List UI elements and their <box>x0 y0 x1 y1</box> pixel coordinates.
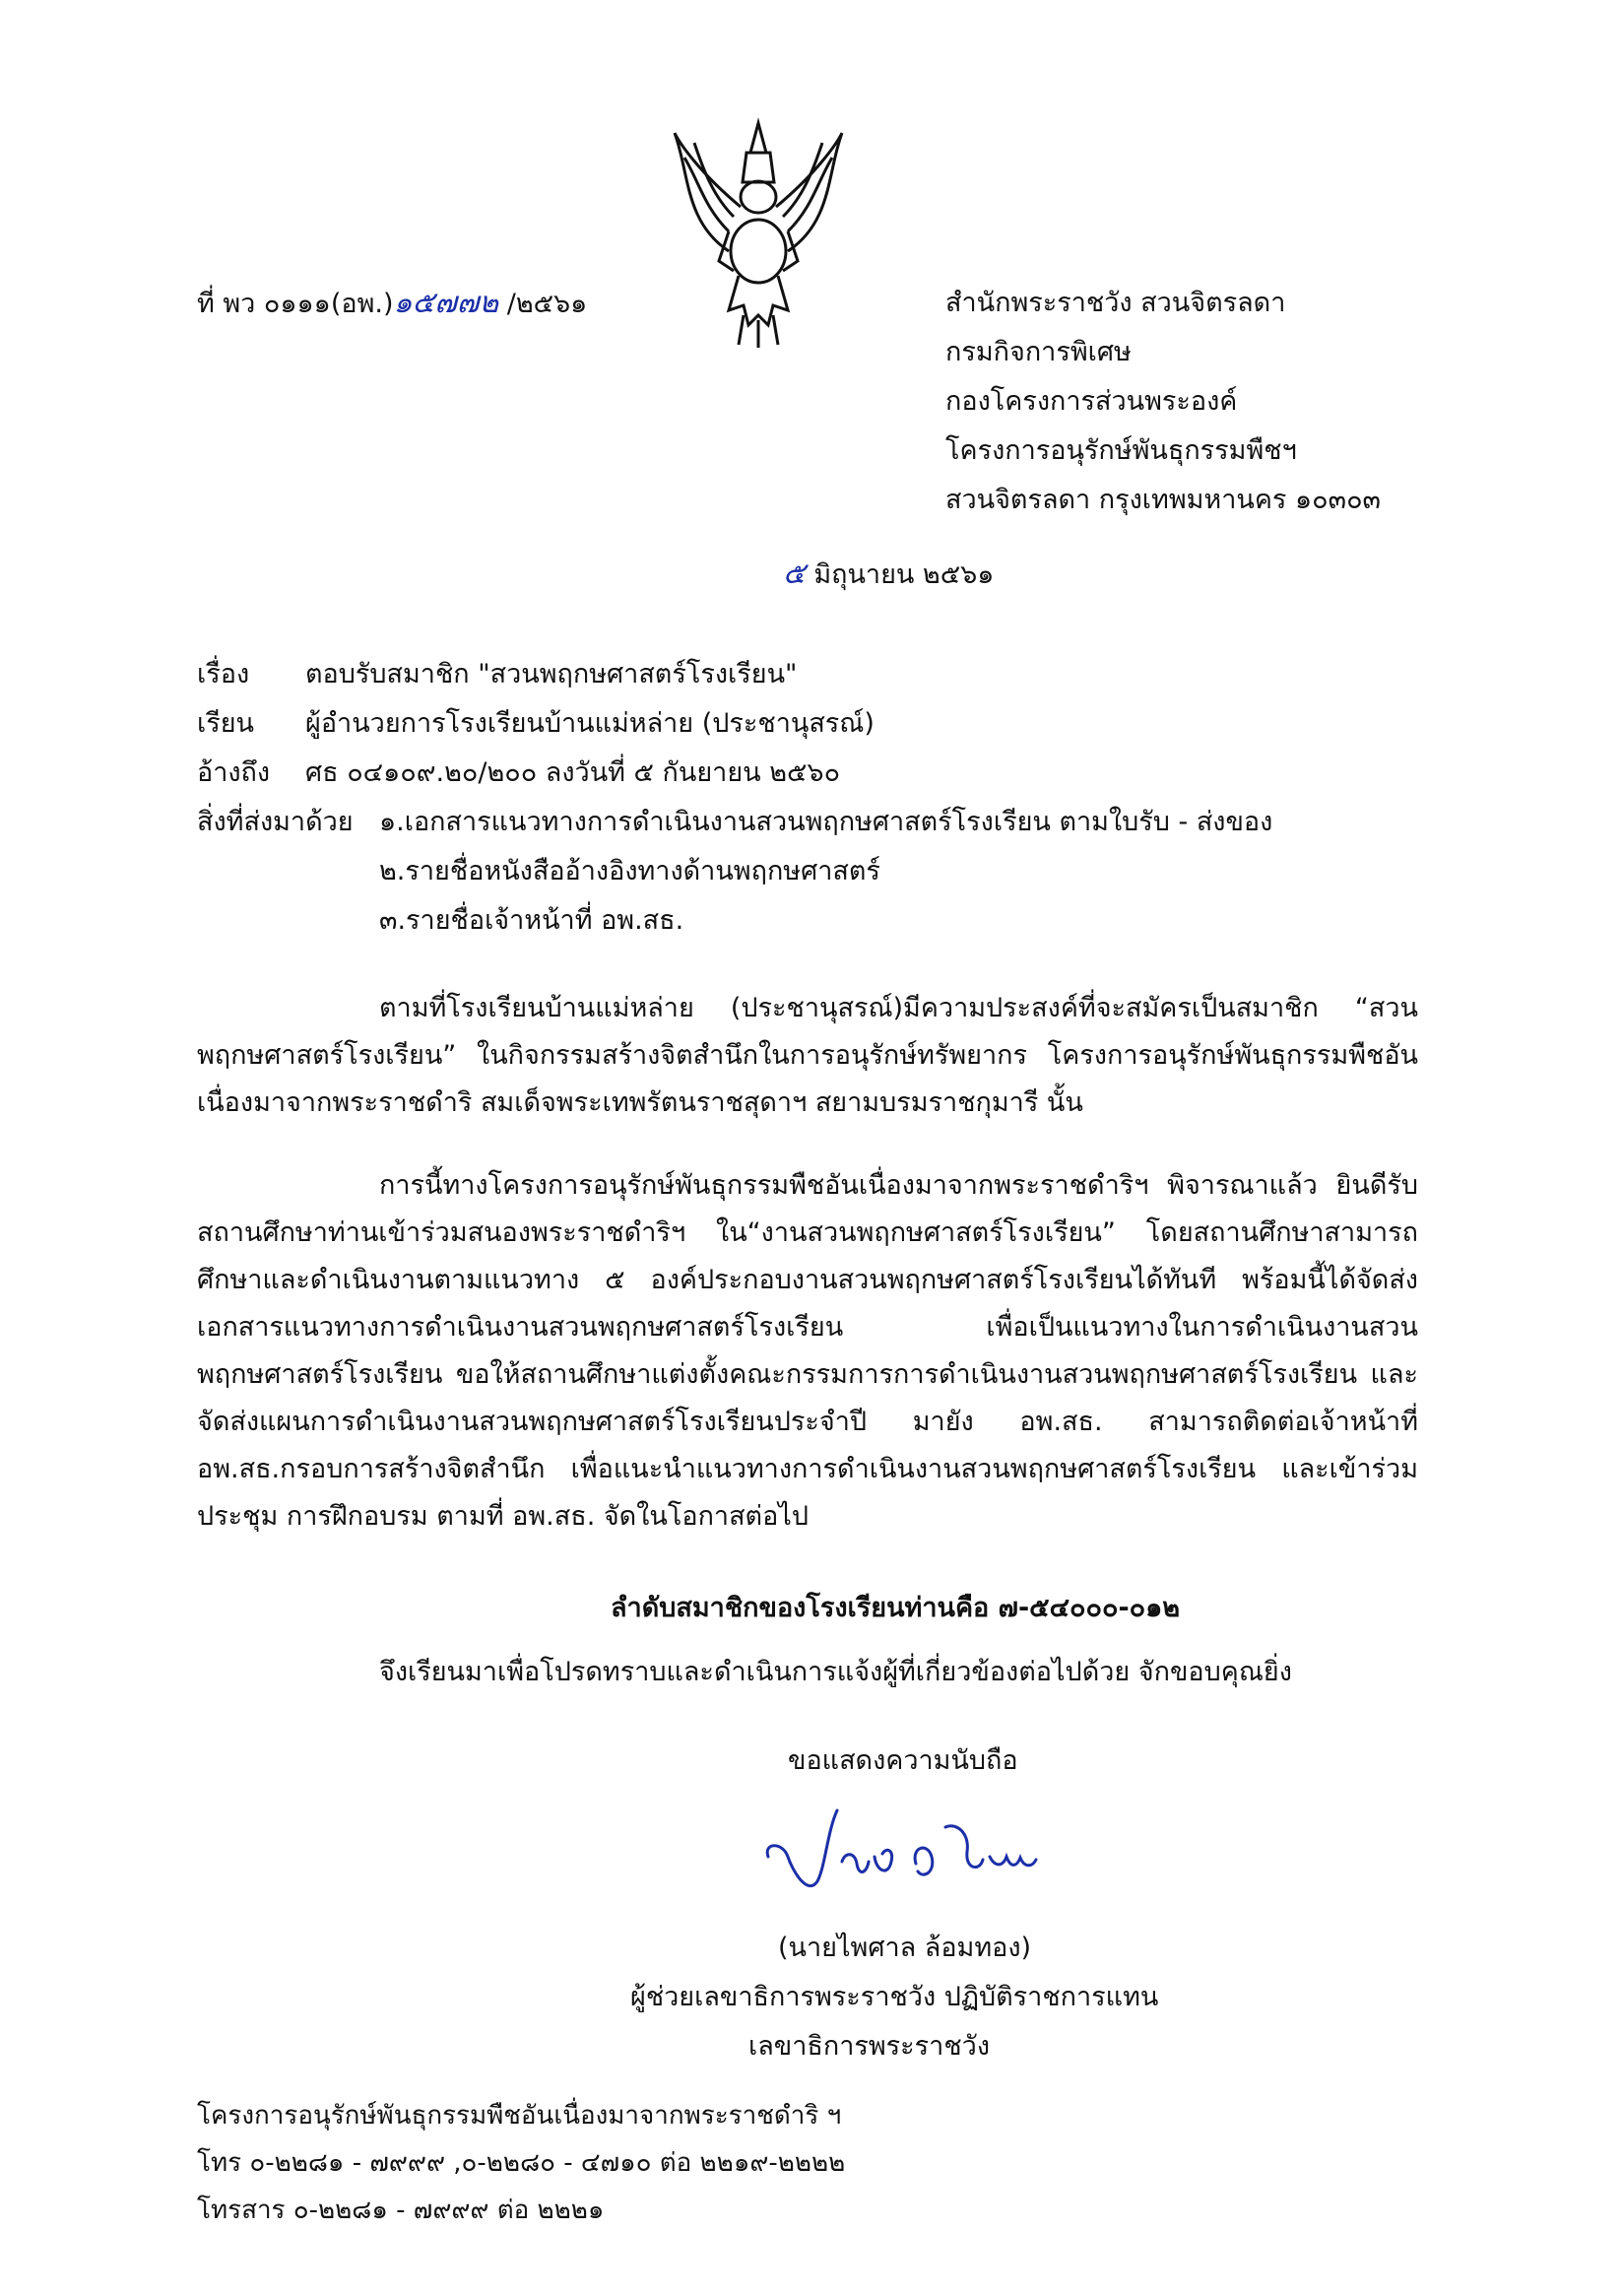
enclosures-label: สิ่งที่ส่งมาด้วย <box>197 807 354 837</box>
recipient-text: ผู้อำนวยการโรงเรียนบ้านแม่หล่าย (ประชานุสรณ์) <box>305 708 875 739</box>
reference-text: ศธ ๐๔๑๐๙.๒๐/๒๐๐ ลงวันที่ ๕ กันยายน ๒๕๖๐ <box>305 757 841 788</box>
reference-number <box>197 286 587 322</box>
footer-phone: โทร ๐-๒๒๘๑ - ๗๙๙๙ ,๐-๒๒๘๐ - ๔๗๑๐ ต่อ ๒๒๑๙-๒๒๒๒ <box>197 2148 846 2178</box>
reference-handwritten-number: ๑๕๗๗๒ <box>393 286 499 320</box>
subject-text: ตอบรับสมาชิก "สวนพฤกษศาสตร์โรงเรียน" <box>305 659 798 689</box>
address-line: กองโครงการส่วนพระองค์ <box>945 386 1238 417</box>
address-line: สวนจิตรลดา กรุงเทพมหานคร ๑๐๓๐๓ <box>945 485 1382 515</box>
reference-prefix: ที่ พว ๐๑๑๑(อพ.) <box>197 289 394 319</box>
garuda-emblem-icon <box>660 113 857 350</box>
reference-year: /๒๕๖๑ <box>506 289 588 319</box>
enclosure-item: ๑.เอกสารแนวทางการดำเนินงานสวนพฤกษศาสตร์โรงเรียน ตามใบรับ - ส่งของ <box>379 807 1273 837</box>
signatory-title: ผู้ช่วยเลขาธิการพระราชวัง ปฏิบัติราชการแทน <box>630 1982 1159 2012</box>
regards: ขอแสดงความนับถือ <box>788 1745 1018 1776</box>
date-month-year: มิถุนายน ๒๕๖๑ <box>813 559 995 590</box>
handwritten-signature <box>758 1803 1113 1911</box>
letter-date <box>783 557 994 593</box>
address-line: โครงการอนุรักษ์พันธุกรรมพืชฯ <box>945 435 1297 466</box>
body-paragraph-2: การนี้ทางโครงการอนุรักษ์พันธุกรรมพืชอันเนื่องมาจากพระราชดำริฯ พิจารณาแล้ว ยินดีรับสถานศึกษาท่านเข้าร่วมสนองพระราชดำริฯ ใน“งานสวนพฤกษศาสตร์โรงเรียน” โดยสถานศึกษาสามารถศึกษาและดำเนินงานตามแนวทาง ๕ องค์ประกอบงานสวนพฤกษศาสตร์โรงเรียนได้ทันที พร้อมนี้ได้จัดส่งเอกสารแนวทางการดำเนินงานสวนพฤกษศาสตร์โรงเรียน เพื่อเป็นแนวทางในการดำเนินงานสวนพฤกษศาสตร์โรงเรียน ขอให้สถานศึกษาแต่งตั้งคณะกรรมการการดำเนินงานสวนพฤกษศาสตร์โรงเรียน และจัดส่งแผนการดำเนินงานสวนพฤกษศาสตร์โรงเรียนประจำปี มายัง อพ.สธ. สามารถติดต่อเจ้าหน้าที่ อพ.สธ.กรอบการสร้างจิตสำนึก เพื่อแนะนำแนวทางการดำเนินงานสวนพฤกษศาสตร์โรงเรียน และเข้าร่วมประชุม การฝึกอบรม ตามที่ อพ.สธ. จัดในโอกาสต่อไป <box>197 1170 1418 1532</box>
enclosure-item: ๒.รายชื่อหนังสืออ้างอิงทางด้านพฤกษศาสตร์ <box>379 856 880 886</box>
recipient-label: เรียน <box>197 708 255 739</box>
member-number: ลำดับสมาชิกของโรงเรียนท่านคือ ๗-๕๔๐๐๐-๐๑๒ <box>611 1593 1181 1623</box>
subject-label: เรื่อง <box>197 659 250 689</box>
address-line: กรมกิจการพิเศษ <box>945 337 1132 367</box>
body-paragraph-1: ตามที่โรงเรียนบ้านแม่หล่าย (ประชานุสรณ์)มีความประสงค์ที่จะสมัครเป็นสมาชิก “สวนพฤกษศาสตร์โรงเรียน” ในกิจกรรมสร้างจิตสำนึกในการอนุรักษ์ทรัพยากร โครงการอนุรักษ์พันธุกรรมพืชอันเนื่องมาจากพระราชดำริ สมเด็จพระเทพรัตนราชสุดาฯ สยามบรมราชกุมารี นั้น <box>197 993 1418 1118</box>
footer-fax: โทรสาร ๐-๒๒๘๑ - ๗๙๙๙ ต่อ ๒๒๒๑ <box>197 2196 605 2225</box>
enclosure-item: ๓.รายชื่อเจ้าหน้าที่ อพ.สธ. <box>379 905 684 936</box>
signatory-name: (นายไพศาล ล้อมทอง) <box>778 1933 1032 1963</box>
footer-organization: โครงการอนุรักษ์พันธุกรรมพืชอันเนื่องมาจากพระราชดำริ ฯ <box>197 2101 842 2131</box>
closing-sentence: จึงเรียนมาเพื่อโปรดทราบและดำเนินการแจ้งผู้ที่เกี่ยวข้องต่อไปด้วย จักขอบคุณยิ่ง <box>379 1657 1292 1687</box>
address-line: สำนักพระราชวัง สวนจิตรลดา <box>945 288 1286 318</box>
date-day-handwritten: ๕ <box>783 557 806 591</box>
reference-label: อ้างถึง <box>197 757 271 788</box>
signatory-title-secondary: เลขาธิการพระราชวัง <box>748 2031 991 2062</box>
